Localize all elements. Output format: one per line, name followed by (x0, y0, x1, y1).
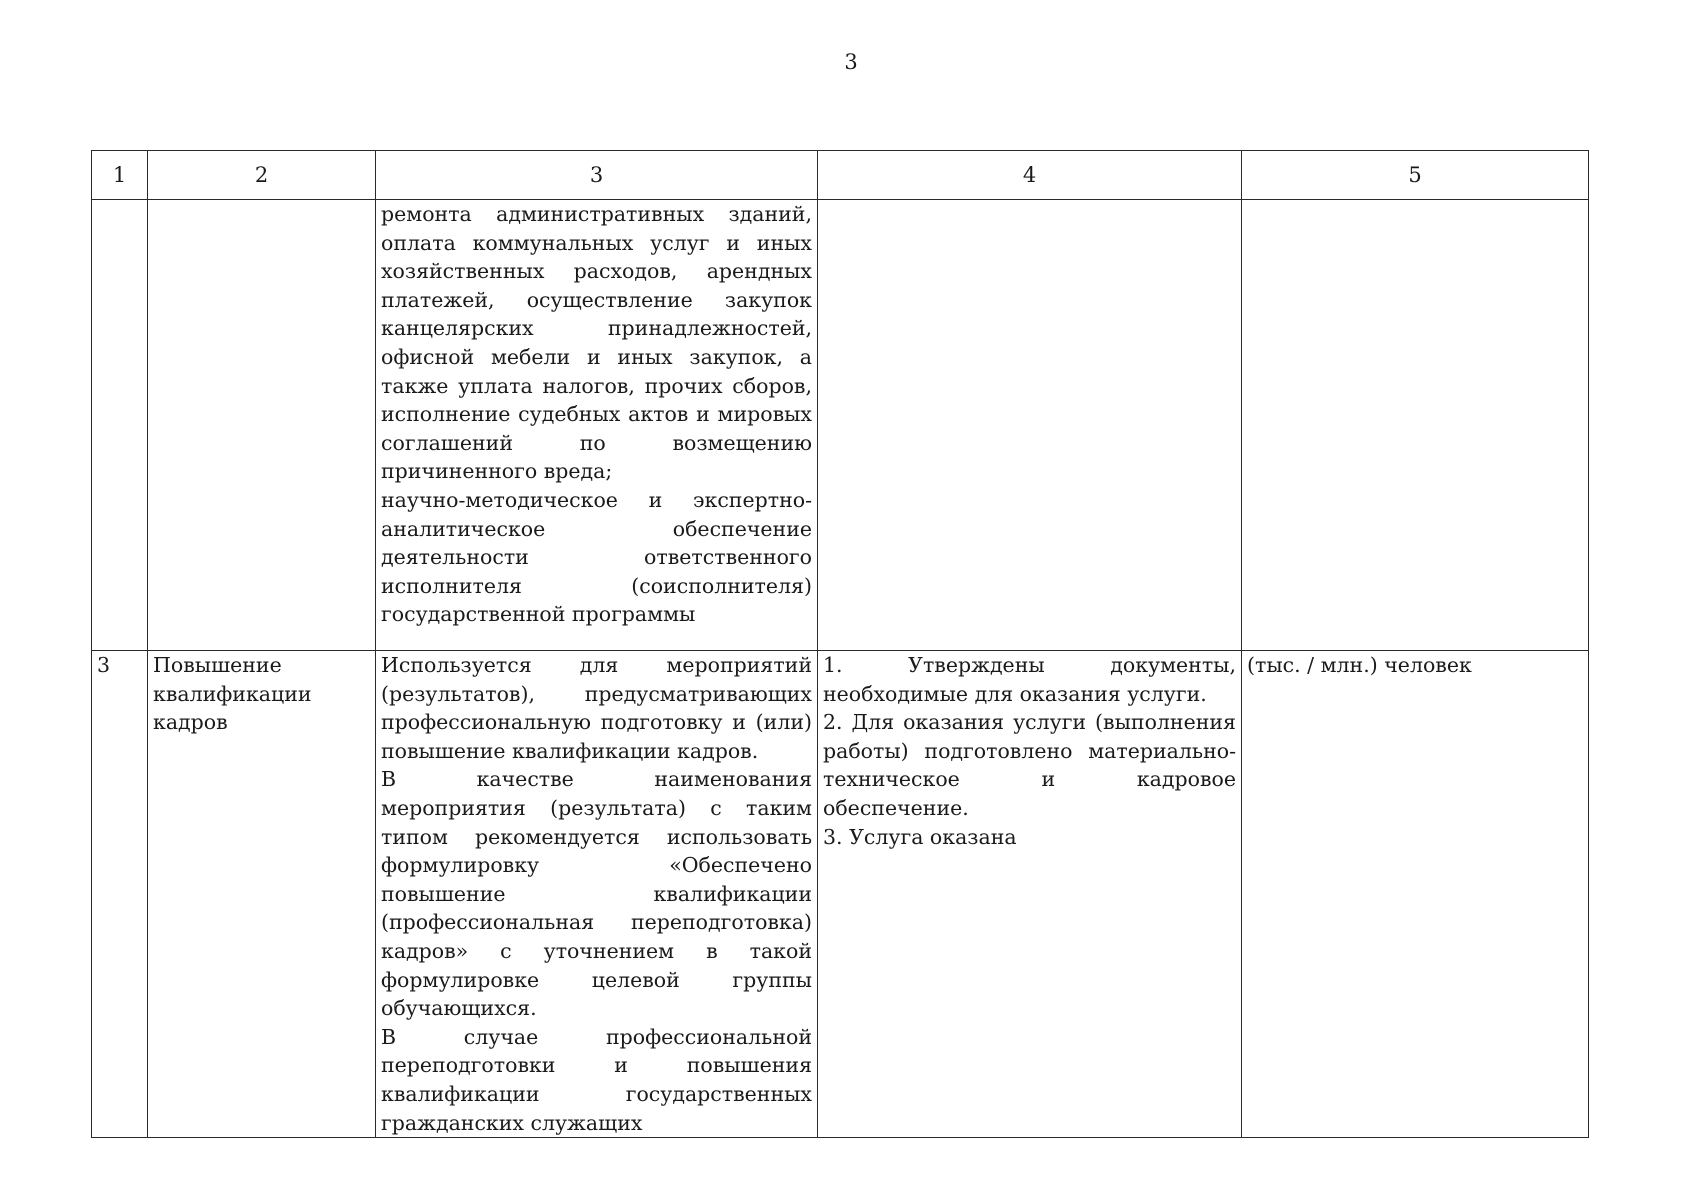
description-paragraph: Используется для мероприятий (результатов), предусматривающих профессиональную подготовку и (или) повышение квалификации кадров. (381, 653, 812, 763)
control-point-item: 1. Утверждены документы, необходимые для оказания услуги. (823, 653, 1236, 706)
header-cell-3: 3 (376, 151, 818, 200)
cell-unit (1242, 200, 1589, 651)
table-row-3 (92, 651, 1589, 1138)
cell-description (376, 200, 818, 651)
control-point-item: 3. Услуга оказана (823, 824, 1017, 849)
description-paragraph: В качестве наименования мероприятия (результата) с таким типом рекомендуется использовать формулировку «Обеспечено повышение квалификации (профессиональная переподготовка) кадров» с уточнением в такой формулировке целевой группы обучающихся. (381, 767, 812, 1021)
cell-number (92, 200, 148, 651)
cell-control-points (818, 200, 1242, 651)
header-cell-5: 5 (1242, 151, 1589, 200)
page-number: 3 (844, 50, 858, 74)
cell-unit: (тыс. / млн.) человек (1242, 651, 1589, 1138)
header-cell-1: 1 (92, 151, 148, 200)
description-paragraph: В случае профессиональной переподготовки и повышения квалификации государственных гражданских служащих (381, 1024, 812, 1135)
control-point-item: 2. Для оказания услуги (выполнения работы) подготовлено материально-техническое и кадровое обеспечение. (823, 710, 1236, 820)
description-paragraph: ремонта административных зданий, оплата коммунальных услуг и иных хозяйственных расходов, арендных платежей, осуществление закупок канцелярских принадлежностей, офисной мебели и иных закупок, а также уплата налогов, прочих сборов, исполнение судебных актов и мировых соглашений по возмещению причиненного вреда; (381, 202, 812, 484)
header-cell-2: 2 (148, 151, 376, 200)
description-paragraph: научно-методическое и экспертно-аналитическое обеспечение деятельности ответственного исполнителя (соисполнителя) государственной программы (381, 487, 812, 627)
header-cell-4: 4 (818, 151, 1242, 200)
cell-description (376, 651, 818, 1138)
cell-number: 3 (92, 651, 148, 1138)
header-row (92, 151, 1589, 200)
cell-control-points (818, 651, 1242, 1138)
cell-type-name: Повышение квалификации кадров (148, 651, 376, 1138)
table-row-continuation (92, 200, 1589, 651)
cell-type-name (148, 200, 376, 651)
content-table (91, 150, 1589, 1138)
